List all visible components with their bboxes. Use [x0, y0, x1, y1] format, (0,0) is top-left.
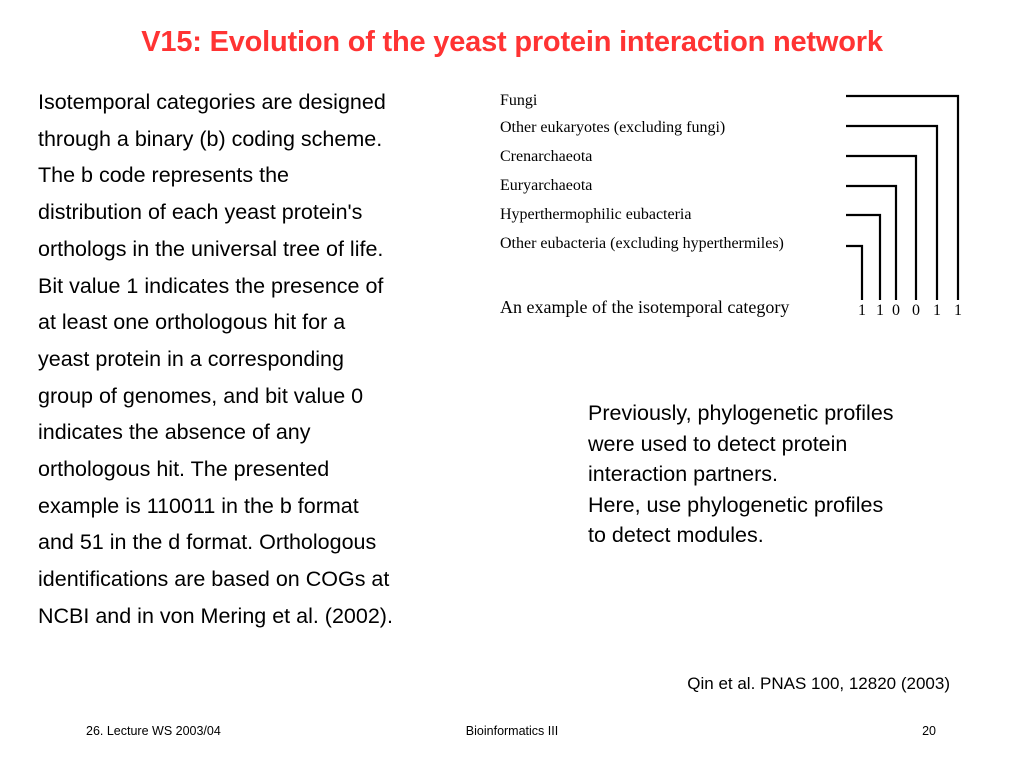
main-text-line: NCBI and in von Mering et al. (2002). [38, 603, 393, 628]
main-text-line: distribution of each yeast protein's [38, 200, 363, 225]
isotemporal-category-figure [490, 86, 970, 326]
side-text [588, 398, 968, 551]
group-label: Crenarchaeota [500, 148, 593, 165]
main-text [38, 84, 478, 635]
side-text-line: Here, use phylogenetic profiles [588, 492, 884, 517]
main-text-line: through a binary (b) coding scheme. [38, 126, 383, 151]
side-text-line: to detect modules. [588, 523, 764, 547]
main-text-line: Isotemporal categories are designed [38, 90, 386, 114]
group-label: Other eukaryotes (excluding fungi) [500, 119, 726, 136]
main-text-line: orthologs in the universal tree of life. [38, 236, 384, 261]
citation: Qin et al. PNAS 100, 12820 (2003) [687, 674, 950, 693]
footer-lecture: 26. Lecture WS 2003/04 [86, 724, 221, 738]
bit-value: 0 [892, 302, 900, 319]
slide-title: V15: Evolution of the yeast protein interaction network [141, 26, 883, 58]
main-text-line: identifications are based on COGs at [38, 567, 390, 592]
main-text-line: yeast protein in a corresponding [38, 346, 344, 371]
main-text-line: orthologous hit. The presented [38, 457, 330, 482]
group-label: Hyperthermophilic eubacteria [500, 206, 692, 223]
main-text-line: example is 110011 in the b format [38, 493, 359, 518]
bit-value: 1 [876, 302, 884, 319]
footer-page-number: 20 [922, 724, 936, 738]
side-text-line: interaction partners. [588, 462, 779, 486]
figure-caption: An example of the isotemporal category [500, 297, 790, 317]
footer-course: Bioinformatics III [465, 724, 559, 738]
main-text-line: group of genomes, and bit value 0 [38, 383, 364, 408]
main-text-line: at least one orthologous hit for a [38, 310, 346, 335]
side-text-line: Previously, phylogenetic profiles [588, 401, 894, 425]
group-label: Fungi [500, 92, 538, 109]
bracket-other-eubacteria [846, 246, 862, 300]
side-text-line: were used to detect protein [588, 431, 848, 456]
bit-value: 1 [954, 302, 962, 319]
bit-value: 1 [933, 302, 941, 319]
bit-value: 1 [858, 302, 866, 319]
main-text-line: and 51 in the d format. Orthologous [38, 530, 377, 555]
bracket-other-eukaryotes [846, 126, 937, 300]
bracket-euryarchaeota [846, 186, 896, 300]
group-label: Euryarchaeota [500, 177, 593, 194]
bit-value: 0 [912, 302, 920, 319]
group-label: Other eubacteria (excluding hyperthermiles) [500, 235, 784, 252]
main-text-line: indicates the absence of any [38, 420, 311, 445]
main-text-line: Bit value 1 indicates the presence of [38, 273, 384, 298]
main-text-line: The b code represents the [38, 163, 289, 188]
